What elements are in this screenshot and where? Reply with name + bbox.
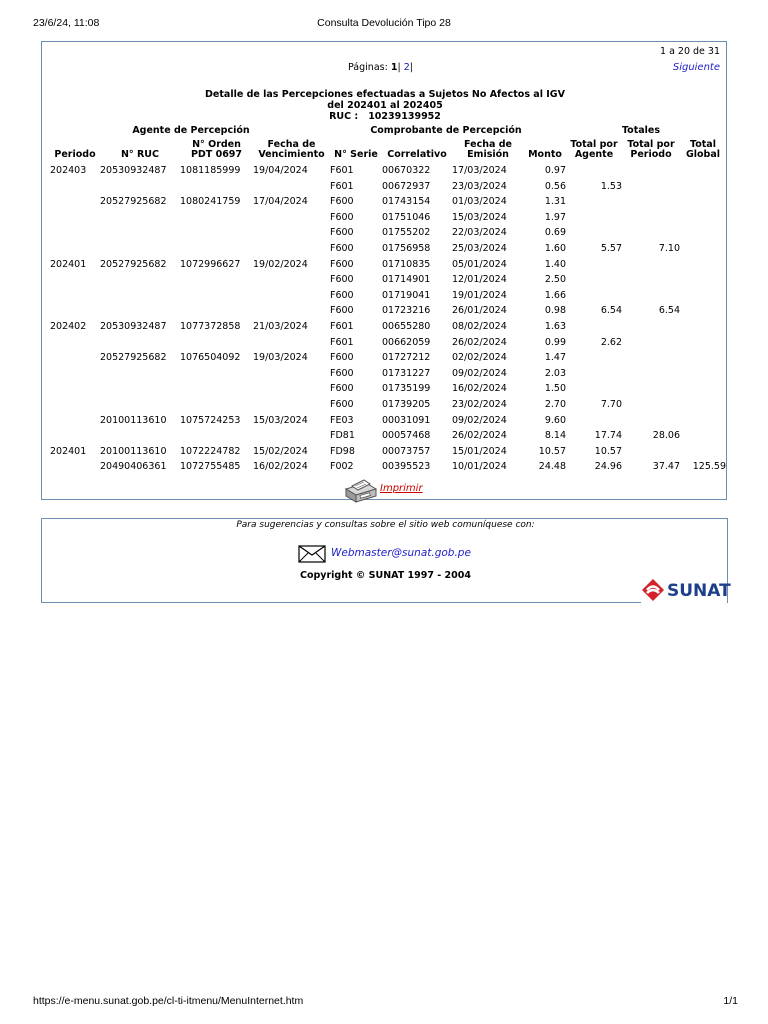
- cell-vencimiento: [253, 179, 330, 195]
- table-body: [50, 163, 726, 475]
- pagination: [348, 62, 413, 73]
- cell-serie: F601: [330, 336, 354, 348]
- cell-total-periodo: [622, 272, 680, 288]
- cell-vencimiento: 21/03/2024: [253, 320, 308, 332]
- cell-ruc: 20527925682: [100, 258, 167, 270]
- col-serie: N° Serie: [334, 149, 378, 160]
- cell-periodo: 202401: [50, 258, 87, 270]
- cell-serie: F600: [330, 258, 354, 270]
- cell-correlativo: 01751046: [382, 211, 431, 223]
- sunat-logo: [641, 577, 729, 605]
- cell-emision: 12/01/2024: [452, 274, 507, 286]
- cell-serie: F600: [330, 398, 354, 410]
- cell-total-global: [680, 335, 726, 351]
- cell-orden: [180, 225, 253, 241]
- table-row: [50, 288, 726, 304]
- cell-periodo: [50, 397, 100, 413]
- col-emision: Fecha de Emisión: [464, 139, 512, 160]
- cell-orden: 1077372858: [180, 320, 241, 332]
- cell-vencimiento: [253, 428, 330, 444]
- cell-monto: 1.31: [544, 196, 566, 208]
- cell-monto: 9.60: [544, 414, 566, 426]
- cell-periodo: [50, 210, 100, 226]
- ruc-value: 10239139952: [368, 111, 441, 122]
- cell-correlativo: 01743154: [382, 196, 431, 208]
- cell-vencimiento: [253, 335, 330, 351]
- report-ruc: [42, 111, 728, 122]
- col-total-periodo: Total por Periodo: [627, 139, 675, 160]
- cell-emision: 09/02/2024: [452, 414, 507, 426]
- cell-orden: [180, 366, 253, 382]
- table-row: [50, 179, 726, 195]
- cell-monto: 0.56: [544, 180, 566, 192]
- col-orden: N° Orden PDT 0697: [190, 139, 243, 160]
- cell-ruc: [100, 428, 180, 444]
- table-row: [50, 319, 726, 335]
- cell-orden: [180, 272, 253, 288]
- cell-total-global: [680, 428, 726, 444]
- cell-total-global: [680, 303, 726, 319]
- cell-total-agente: 10.57: [594, 445, 622, 457]
- cell-ruc: [100, 366, 180, 382]
- cell-total-agente: [566, 288, 622, 304]
- table-row: [50, 413, 726, 429]
- table-row: [50, 257, 726, 273]
- cell-emision: 25/03/2024: [452, 242, 507, 254]
- cell-total-periodo: 7.10: [658, 242, 680, 254]
- cell-total-agente: 2.62: [600, 336, 622, 348]
- cell-orden: 1075724253: [180, 414, 241, 426]
- cell-total-agente: 6.54: [600, 305, 622, 317]
- cell-ruc: [100, 272, 180, 288]
- cell-monto: 1.50: [544, 383, 566, 395]
- col-total-global: Total Global: [685, 139, 721, 160]
- cell-ruc: 20490406361: [100, 461, 167, 473]
- cell-emision: 26/02/2024: [452, 430, 507, 442]
- cell-emision: 15/03/2024: [452, 211, 507, 223]
- cell-periodo: [50, 350, 100, 366]
- cell-periodo: [50, 335, 100, 351]
- record-range: 1 a 20 de 31: [660, 46, 720, 57]
- cell-periodo: [50, 272, 100, 288]
- cell-correlativo: 00672937: [382, 180, 431, 192]
- cell-vencimiento: [253, 210, 330, 226]
- cell-total-agente: 7.70: [600, 398, 622, 410]
- cell-total-global: [680, 381, 726, 397]
- col-periodo: Periodo: [54, 149, 96, 160]
- cell-serie: F600: [330, 211, 354, 223]
- cell-monto: 1.47: [544, 352, 566, 364]
- cell-total-agente: [566, 194, 622, 210]
- suggestions-text: Para sugerencias y consultas sobre el sitio web comuníquese con:: [236, 520, 535, 530]
- copyright-text: Copyright © SUNAT 1997 - 2004: [300, 570, 471, 581]
- page-separator: |: [397, 62, 401, 73]
- cell-monto: 2.03: [544, 367, 566, 379]
- cell-vencimiento: 19/04/2024: [253, 165, 308, 176]
- table-row: [50, 381, 726, 397]
- cell-orden: [180, 397, 253, 413]
- table-row: [50, 444, 726, 460]
- cell-total-periodo: 6.54: [658, 305, 680, 317]
- cell-correlativo: 01755202: [382, 227, 431, 239]
- cell-total-periodo: 37.47: [652, 461, 680, 473]
- cell-total-periodo: [622, 163, 680, 179]
- cell-correlativo: 01719041: [382, 289, 431, 301]
- cell-vencimiento: [253, 288, 330, 304]
- cell-ruc: [100, 179, 180, 195]
- cell-total-global: [680, 272, 726, 288]
- cell-correlativo: 00670322: [382, 165, 431, 176]
- cell-orden: [180, 303, 253, 319]
- cell-total-periodo: [622, 381, 680, 397]
- cell-total-global: 125.59: [692, 461, 726, 473]
- cell-orden: 1072996627: [180, 258, 241, 270]
- cell-serie: F600: [330, 367, 354, 379]
- cell-emision: 26/01/2024: [452, 305, 507, 317]
- cell-total-periodo: [622, 397, 680, 413]
- cell-total-periodo: [622, 194, 680, 210]
- table-row: [50, 194, 726, 210]
- cell-vencimiento: 16/02/2024: [253, 461, 308, 473]
- cell-total-periodo: [622, 257, 680, 273]
- cell-correlativo: 00031091: [382, 414, 431, 426]
- cell-serie: F601: [330, 165, 354, 176]
- table-row: [50, 335, 726, 351]
- cell-total-periodo: [622, 179, 680, 195]
- cell-periodo: [50, 194, 100, 210]
- cell-monto: 1.66: [544, 289, 566, 301]
- cell-orden: 1081185999: [180, 165, 241, 176]
- cell-emision: 17/03/2024: [452, 165, 507, 176]
- cell-total-periodo: [622, 366, 680, 382]
- cell-total-global: [680, 225, 726, 241]
- cell-ruc: [100, 241, 180, 257]
- cell-periodo: [50, 381, 100, 397]
- cell-emision: 09/02/2024: [452, 367, 507, 379]
- cell-total-periodo: [622, 319, 680, 335]
- cell-serie: F600: [330, 289, 354, 301]
- cell-ruc: [100, 210, 180, 226]
- cell-serie: F600: [330, 227, 354, 239]
- table-row: [50, 303, 726, 319]
- cell-total-global: [680, 397, 726, 413]
- cell-ruc: [100, 303, 180, 319]
- cell-total-agente: [566, 366, 622, 382]
- cell-periodo: [50, 413, 100, 429]
- cell-ruc: 20530932487: [100, 165, 167, 176]
- cell-correlativo: 00395523: [382, 461, 431, 473]
- cell-total-global: [680, 350, 726, 366]
- cell-vencimiento: [253, 366, 330, 382]
- col-vencimiento: Fecha de Vencimiento: [258, 139, 325, 160]
- table-row: [50, 210, 726, 226]
- cell-total-global: [680, 366, 726, 382]
- cell-total-periodo: [622, 413, 680, 429]
- printer-icon: [342, 475, 378, 505]
- table-row: [50, 350, 726, 366]
- cell-vencimiento: 15/03/2024: [253, 414, 308, 426]
- cell-emision: 23/03/2024: [452, 180, 507, 192]
- cell-vencimiento: 17/04/2024: [253, 196, 308, 208]
- cell-orden: [180, 210, 253, 226]
- col-correlativo: Correlativo: [387, 149, 447, 160]
- cell-periodo: [50, 179, 100, 195]
- cell-total-periodo: [622, 444, 680, 460]
- cell-total-agente: [566, 381, 622, 397]
- cell-periodo: [50, 288, 100, 304]
- cell-monto: 2.50: [544, 274, 566, 286]
- cell-total-global: [680, 319, 726, 335]
- page-separator: |: [409, 62, 413, 73]
- cell-periodo: 202402: [50, 320, 87, 332]
- cell-orden: [180, 335, 253, 351]
- next-page-link[interactable]: Siguiente: [672, 62, 720, 73]
- group-voucher-header: Comprobante de Percepción: [370, 125, 522, 136]
- cell-total-periodo: [622, 225, 680, 241]
- group-totals-header: Totales: [621, 125, 661, 136]
- cell-emision: 26/02/2024: [452, 336, 507, 348]
- cell-total-periodo: [622, 335, 680, 351]
- table-row: [50, 366, 726, 382]
- group-agent-header: Agente de Percepción: [132, 125, 250, 136]
- cell-monto: 0.99: [544, 336, 566, 348]
- cell-serie: FD81: [330, 430, 355, 442]
- sunat-logo-mark-icon: [641, 578, 665, 602]
- cell-vencimiento: [253, 303, 330, 319]
- cell-periodo: [50, 428, 100, 444]
- cell-emision: 10/01/2024: [452, 461, 507, 473]
- cell-emision: 01/03/2024: [452, 196, 507, 208]
- cell-total-global: [680, 288, 726, 304]
- cell-periodo: 202401: [50, 445, 87, 457]
- cell-emision: 19/01/2024: [452, 289, 507, 301]
- cell-serie: F600: [330, 352, 354, 364]
- cell-total-agente: 17.74: [594, 430, 622, 442]
- cell-ruc: 20100113610: [100, 414, 167, 426]
- cell-total-agente: [566, 319, 622, 335]
- cell-total-periodo: [622, 210, 680, 226]
- cell-orden: [180, 288, 253, 304]
- cell-correlativo: 01714901: [382, 274, 431, 286]
- cell-total-global: [680, 179, 726, 195]
- page-2-link[interactable]: 2: [403, 62, 410, 73]
- cell-monto: 0.69: [544, 227, 566, 239]
- cell-vencimiento: 15/02/2024: [253, 445, 308, 457]
- cell-vencimiento: [253, 241, 330, 257]
- cell-vencimiento: [253, 225, 330, 241]
- cell-correlativo: 01727212: [382, 352, 431, 364]
- cell-serie: F601: [330, 320, 354, 332]
- print-page-title: Consulta Devolución Tipo 28: [317, 17, 451, 29]
- cell-monto: 24.48: [538, 461, 566, 473]
- sunat-logo-text: SUNAT: [667, 581, 731, 601]
- col-monto: Monto: [528, 149, 562, 160]
- cell-ruc: 20527925682: [100, 352, 167, 364]
- cell-monto: 1.97: [544, 211, 566, 223]
- current-page: 1: [390, 62, 398, 73]
- table-row: [50, 241, 726, 257]
- cell-total-global: [680, 257, 726, 273]
- cell-ruc: [100, 381, 180, 397]
- cell-serie: F600: [330, 196, 354, 208]
- cell-correlativo: 01731227: [382, 367, 431, 379]
- cell-periodo: [50, 366, 100, 382]
- cell-ruc: 20530932487: [100, 320, 167, 332]
- cell-ruc: [100, 397, 180, 413]
- cell-total-agente: [566, 210, 622, 226]
- cell-ruc: [100, 225, 180, 241]
- webmaster-email-link[interactable]: Webmaster@sunat.gob.pe: [331, 547, 471, 559]
- report-title: [42, 89, 728, 122]
- print-datetime: 23/6/24, 11:08: [33, 17, 100, 29]
- cell-correlativo: 01735199: [382, 383, 431, 395]
- cell-serie: F601: [330, 180, 354, 192]
- print-footer: [0, 995, 768, 1009]
- cell-vencimiento: 19/02/2024: [253, 258, 308, 270]
- cell-periodo: [50, 225, 100, 241]
- pagination-label: Páginas:: [348, 62, 388, 73]
- cell-orden: [180, 241, 253, 257]
- cell-vencimiento: [253, 381, 330, 397]
- print-header: [0, 17, 768, 31]
- cell-monto: 1.40: [544, 258, 566, 270]
- cell-total-agente: [566, 413, 622, 429]
- cell-orden: [180, 428, 253, 444]
- cell-emision: 22/03/2024: [452, 227, 507, 239]
- cell-total-periodo: [622, 288, 680, 304]
- print-page-number: 1/1: [723, 995, 738, 1007]
- print-url: https://e-menu.sunat.gob.pe/cl-ti-itmenu/MenuInternet.htm: [33, 995, 304, 1007]
- cell-total-agente: 5.57: [600, 242, 622, 254]
- cell-correlativo: 01739205: [382, 398, 431, 410]
- table-row: [50, 225, 726, 241]
- site-footer: [41, 518, 728, 603]
- cell-total-agente: [566, 350, 622, 366]
- cell-serie: F600: [330, 383, 354, 395]
- report-title-line1: Detalle de las Percepciones efectuadas a Sujetos No Afectos al IGV: [205, 89, 565, 100]
- cell-periodo: [50, 303, 100, 319]
- cell-correlativo: 00655280: [382, 320, 431, 332]
- cell-vencimiento: 19/03/2024: [253, 352, 308, 364]
- cell-serie: F600: [330, 242, 354, 254]
- cell-ruc: 20100113610: [100, 445, 167, 457]
- cell-correlativo: 00073757: [382, 445, 431, 457]
- cell-orden: 1072755485: [180, 461, 241, 473]
- report-panel: [41, 41, 727, 500]
- cell-monto: 2.70: [544, 398, 566, 410]
- cell-total-global: [680, 210, 726, 226]
- col-total-agente: Total por Agente: [570, 139, 618, 160]
- cell-total-agente: 1.53: [600, 180, 622, 192]
- ruc-label: RUC :: [329, 111, 359, 122]
- cell-orden: [180, 179, 253, 195]
- table-row: [50, 459, 726, 475]
- cell-total-global: [680, 241, 726, 257]
- perceptions-table: [50, 140, 726, 475]
- cell-total-agente: [566, 225, 622, 241]
- cell-emision: 15/01/2024: [452, 445, 507, 457]
- cell-total-agente: 24.96: [594, 461, 622, 473]
- cell-total-global: [680, 194, 726, 210]
- cell-vencimiento: [253, 397, 330, 413]
- cell-periodo: 202403: [50, 165, 87, 176]
- cell-ruc: [100, 288, 180, 304]
- cell-correlativo: 00662059: [382, 336, 431, 348]
- col-ruc: N° RUC: [120, 149, 159, 160]
- table-row: [50, 272, 726, 288]
- cell-ruc: 20527925682: [100, 196, 167, 208]
- cell-emision: 16/02/2024: [452, 383, 507, 395]
- cell-correlativo: 01710835: [382, 258, 431, 270]
- cell-total-global: [680, 163, 726, 179]
- cell-serie: F600: [330, 274, 354, 286]
- cell-total-agente: [566, 257, 622, 273]
- table-row: [50, 397, 726, 413]
- cell-monto: 1.60: [544, 242, 566, 254]
- cell-orden: 1076504092: [180, 352, 241, 364]
- cell-total-agente: [566, 272, 622, 288]
- cell-serie: F600: [330, 305, 354, 317]
- cell-emision: 23/02/2024: [452, 398, 507, 410]
- cell-monto: 0.97: [544, 165, 566, 176]
- table-header-row: [50, 140, 726, 163]
- envelope-icon: [298, 545, 326, 563]
- cell-monto: 8.14: [544, 430, 566, 442]
- cell-correlativo: 00057468: [382, 430, 431, 442]
- cell-total-agente: [566, 163, 622, 179]
- table-row: [50, 428, 726, 444]
- print-link[interactable]: Imprimir: [380, 483, 423, 494]
- cell-total-global: [680, 444, 726, 460]
- cell-ruc: [100, 335, 180, 351]
- cell-emision: 08/02/2024: [452, 320, 507, 332]
- cell-emision: 02/02/2024: [452, 352, 507, 364]
- cell-periodo: [50, 459, 100, 475]
- cell-total-periodo: 28.06: [652, 430, 680, 442]
- cell-total-global: [680, 413, 726, 429]
- cell-monto: 1.63: [544, 320, 566, 332]
- cell-total-periodo: [622, 350, 680, 366]
- cell-orden: 1072224782: [180, 445, 241, 457]
- footer-divider: [41, 602, 641, 603]
- cell-serie: F002: [330, 461, 354, 473]
- cell-vencimiento: [253, 272, 330, 288]
- cell-correlativo: 01723216: [382, 305, 431, 317]
- cell-serie: FD98: [330, 445, 355, 457]
- cell-orden: 1080241759: [180, 196, 241, 208]
- cell-periodo: [50, 241, 100, 257]
- table-row: [50, 163, 726, 179]
- cell-serie: FE03: [330, 414, 354, 426]
- cell-monto: 0.98: [544, 305, 566, 317]
- report-title-line2: del 202401 al 202405: [327, 100, 443, 111]
- cell-monto: 10.57: [538, 445, 566, 457]
- cell-orden: [180, 381, 253, 397]
- cell-correlativo: 01756958: [382, 242, 431, 254]
- cell-emision: 05/01/2024: [452, 258, 507, 270]
